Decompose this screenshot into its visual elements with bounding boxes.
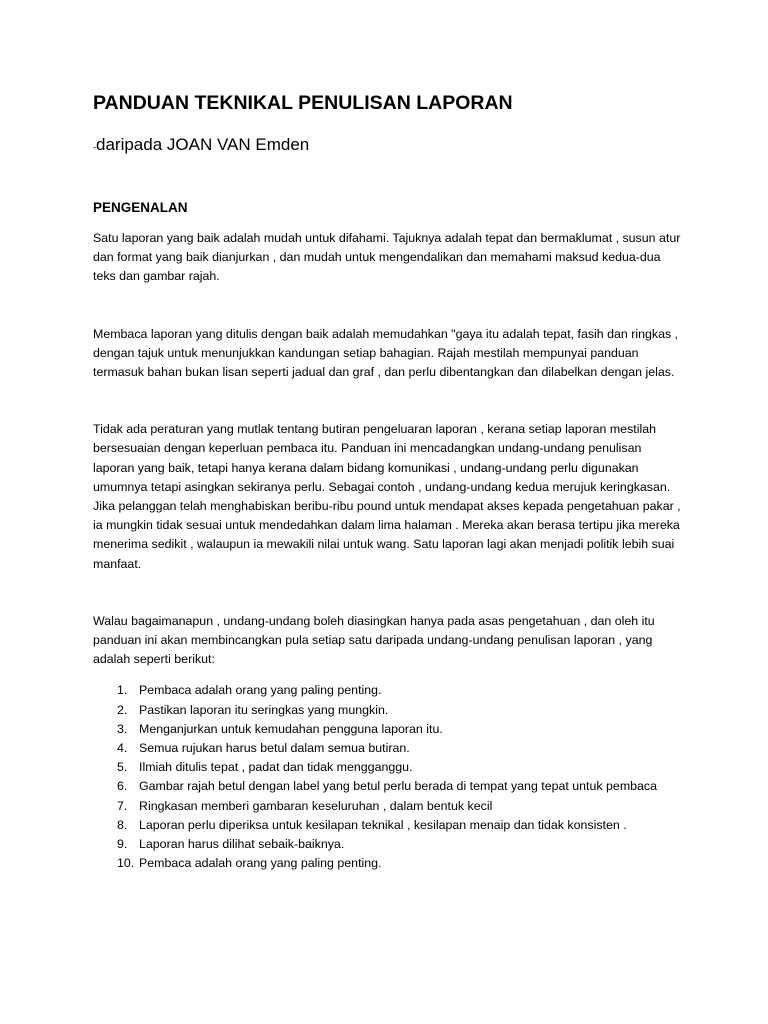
list-item-number: 5. (117, 760, 128, 775)
list-item (93, 701, 683, 720)
list-item-text: Menganjurkan untuk kemudahan pengguna laporan itu. (139, 721, 443, 736)
list-item-text: Pastikan laporan itu seringkas yang mungkin. (139, 702, 389, 717)
list-item-number: 7. (117, 798, 128, 813)
list-item (93, 777, 683, 796)
list-item-text: Gambar rajah betul dengan label yang betul perlu berada di tempat yang tepat untuk pembaca (139, 779, 658, 794)
paragraph-2: Membaca laporan yang ditulis dengan baik adalah memudahkan "gaya itu adalah tepat, fasih dan ringkas , dengan tajuk untuk menunjukkan kandungan setiap bahagian. Rajah mestilah mempunyai panduan termasuk bahan bukan lisan seperti jadual dan graf , dan perlu dibentangkan dan dilabelkan dengan jelas. (93, 326, 679, 380)
list-item-text: Ilmiah ditulis tepat , padat dan tidak mengganggu. (139, 760, 413, 775)
list-item-text: Pembaca adalah orang yang paling penting. (139, 683, 382, 698)
list-item (93, 816, 683, 835)
list-item-number: 6. (117, 779, 128, 794)
list-item-text: Laporan harus dilihat sebaik-baiknya. (139, 837, 345, 852)
list-item (93, 681, 683, 700)
list-item (93, 854, 683, 873)
subtitle-dash: - (93, 142, 96, 152)
list-item-number: 2. (117, 702, 128, 717)
list-item-text: Semua rujukan harus betul dalam semua butiran. (139, 741, 410, 756)
list-item-text: Pembaca adalah orang yang paling penting. (139, 856, 382, 871)
section-heading: PENGENALAN (93, 200, 188, 215)
subtitle-author: daripada JOAN VAN Emden (96, 135, 310, 154)
list-item-number: 3. (117, 721, 128, 736)
list-item (93, 720, 683, 739)
document-subtitle (93, 132, 683, 160)
list-item-number: 1. (117, 683, 128, 698)
list-item-number: 4. (117, 741, 128, 756)
paragraph-1: Satu laporan yang baik adalah mudah untuk difahami. Tajuknya adalah tepat dan bermaklumat , susun atur dan format yang baik dianjurkan , dan mudah untuk mengendalikan dan memahami maksud kedua-dua teks dan gambar rajah. (93, 231, 681, 284)
list-item-number: 10. (117, 856, 135, 871)
paragraph-3: Tidak ada peraturan yang mutlak tentang butiran pengeluaran laporan , kerana setiap laporan mestilah bersesuaian dengan keperluan pembaca itu. Panduan ini mencadangkan undang-undang penulisan laporan yang baik, tetapi hanya kerana dalam bidang komunikasi , undang-undang perlu digunakan umumnya tetapi asingkan sekiranya perlu. Sebagai contoh , undang-undang kedua merujuk keringkasan. Jika pelanggan telah menghabiskan beribu-ribu pound untuk mendapat akses kepada pengetahuan pakar , ia mungkin tidak sesuai untuk mendedahkan dalam lima halaman . Mereka akan berasa tertipu jika mereka menerima sedikit , walaupun ia mewakili nilai untuk wang. Satu laporan lagi akan menjadi politik lebih suai manfaat. (93, 422, 681, 571)
list-item-text: Laporan perlu diperiksa untuk kesilapan teknikal , kesilapan menaip dan tidak konsisten . (139, 817, 627, 832)
list-item-text: Ringkasan memberi gambaran keseluruhan , dalam bentuk kecil (139, 798, 493, 813)
list-item-number: 8. (117, 817, 128, 832)
list-item (93, 758, 683, 777)
document-page (93, 88, 683, 873)
list-item (93, 835, 683, 854)
rules-list (93, 681, 683, 873)
paragraph-4: Walau bagaimanapun , undang-undang boleh diasingkan hanya pada asas pengetahuan , dan oleh itu panduan ini akan membincangkan pula setiap satu daripada undang-undang penulisan laporan , yang adalah seperti berikut: (93, 613, 655, 667)
list-item (93, 797, 683, 816)
document-title: PANDUAN TEKNIKAL PENULISAN LAPORAN (93, 92, 513, 114)
list-item-number: 9. (117, 837, 128, 852)
list-item (93, 739, 683, 758)
